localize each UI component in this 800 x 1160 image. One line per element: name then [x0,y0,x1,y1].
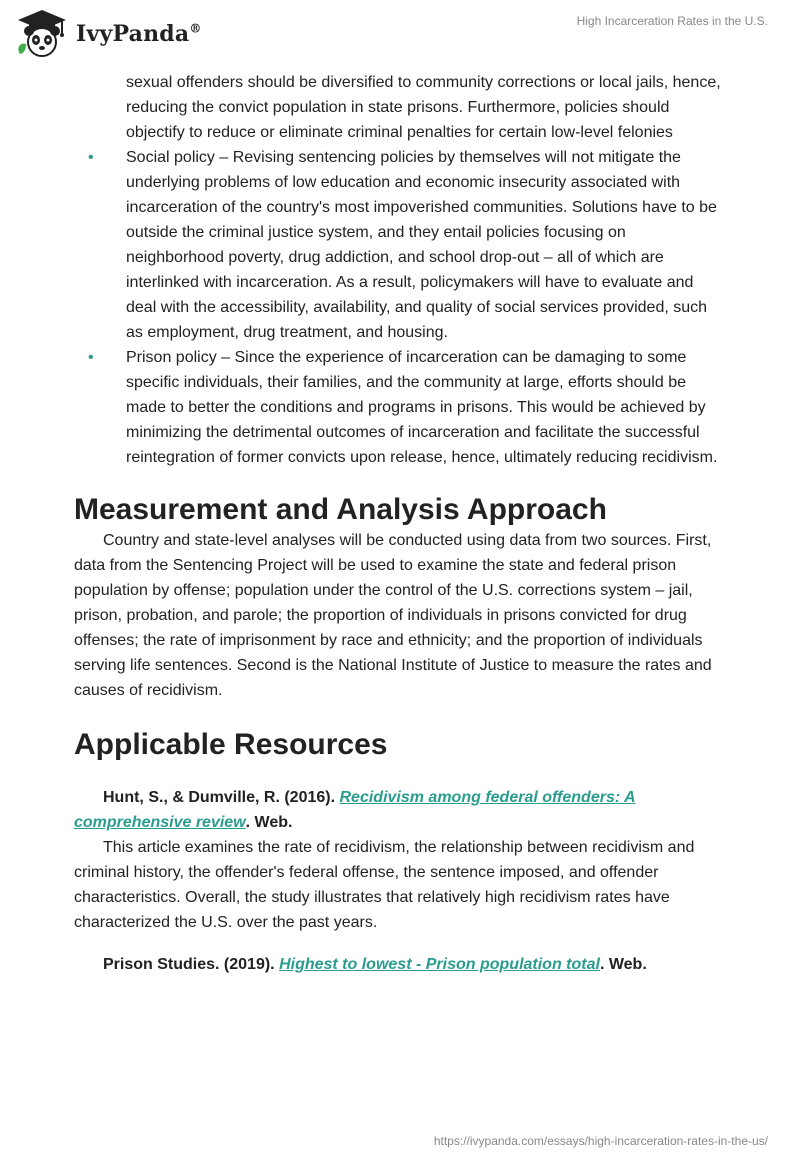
ivypanda-logo[interactable] [14,8,202,60]
reference-entry [74,952,724,977]
measurement-paragraph: Country and state-level analyses will be conducted using data from two sources. First, data from the Sentencing Project will be used to examine the state and federal prison population by offense; population under the control of the U.S. corrections system – jail, prison, probation, and parole; the proportion of individuals in prisons convicted for drug offenses; the rate of imprisonment by race and ethnicity; and the proportion of individuals serving life sentences. Second is the National Institute of Justice to measure the rates and causes of recidivism. [74,532,712,699]
list-item-prison-policy [74,345,724,470]
section-heading-resources: Applicable Resources [74,728,388,761]
list-item-continued: sexual offenders should be diversified to community corrections or local jails, hence, reducing the convict population in state prisons. Furthermore, policies should objectify to reduce or eliminate criminal penalties for certain low-level felonies [126,74,721,141]
document-title: High Incarceration Rates in the U.S. [576,14,768,28]
reference-authors: Hunt, S., & Dumville, R. (2016). [103,789,340,806]
policy-list [74,70,724,470]
essay-content [74,70,724,977]
reference-link[interactable]: Recidivism among federal offenders: A comprehensive review [74,789,636,831]
reference-suffix: . Web. [599,956,647,973]
reference-description: This article examines the rate of recidivism, the relationship between recidivism and criminal history, the offender's federal offense, the sentence imposed, and offender characteristics. Overall, the study illustrates that relatively high recidivism rates have characterized the U.S. over the past years. [74,839,695,931]
bullet-icon: • [88,349,94,366]
list-item-social-policy [74,145,724,345]
reference-suffix: . Web. [245,814,293,831]
brand-name: IvyPanda® [76,21,202,47]
reference-authors: Prison Studies. (2019). [103,956,280,973]
reference-entry [74,785,724,835]
list-item-text: Prison policy – Since the experience of incarceration can be damaging to some specific individuals, their families, and the community at large, efforts should be made to better the conditions and programs in prisons. This would be achieved by minimizing the detrimental outcomes of incarceration and facilitate the successful reintegration of former convicts upon release, hence, ultimately reducing recidivism. [126,349,718,466]
bullet-icon: • [88,149,94,166]
page-header [0,0,800,70]
panda-graduate-icon [14,8,70,60]
section-heading-measurement: Measurement and Analysis Approach [74,493,607,526]
footer-url[interactable]: https://ivypanda.com/essays/high-incarceration-rates-in-the-us/ [433,1134,768,1148]
reference-link[interactable]: Highest to lowest - Prison population total [279,956,600,973]
list-item-text: Social policy – Revising sentencing policies by themselves will not mitigate the underlying problems of low education and economic insecurity associated with incarceration of the country's most impoverished communities. Solutions have to be outside the criminal justice system, and they entail policies focusing on neighborhood poverty, drug addiction, and school drop-out – all of which are interlinked with incarceration. As a result, policymakers will have to evaluate and deal with the accessibility, availability, and quality of social services provided, such as employment, drug treatment, and housing. [126,149,717,341]
